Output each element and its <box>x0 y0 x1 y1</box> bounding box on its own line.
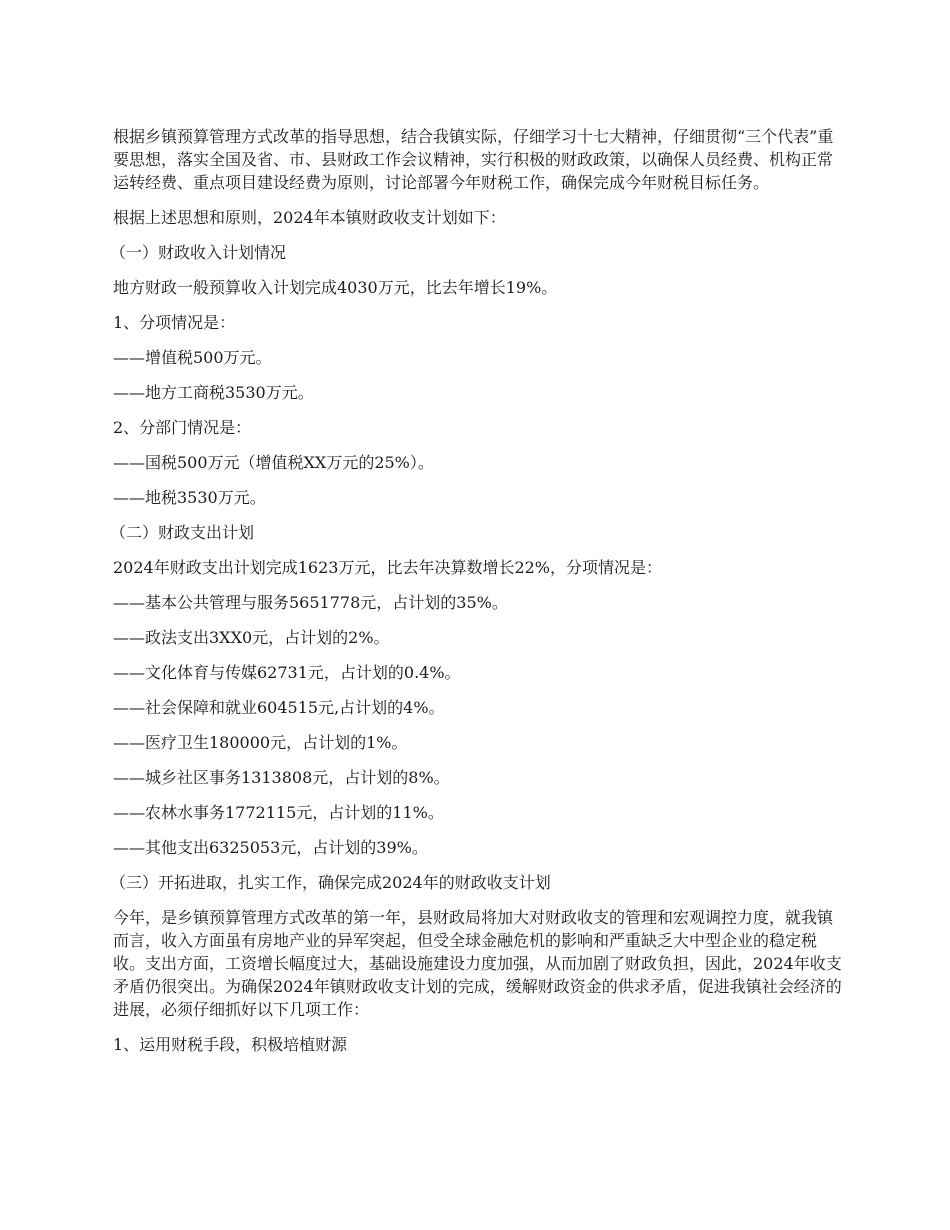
list-item: ——城乡社区事务1313808元，占计划的8%。 <box>113 768 450 787</box>
list-item: ——文化体育与传媒62731元，占计划的0.4%。 <box>113 663 461 682</box>
measure-item-heading: 1、运用财税手段，积极培植财源 <box>113 1035 348 1054</box>
measures-paragraph: 今年，是乡镇预算管理方式改革的第一年，县财政局将加大对财政收支的管理和宏观调控力度，就我镇而言，收入方面虽有房地产业的异军突起，但受全球金融危机的影响和严重缺乏大中型企业的稳定税收。支出方面，工资增长幅度过大，基础设施建设力度加强，从而加剧了财政负担，因此，2024年收支矛盾仍很突出。为确保2024年镇财政收支计划的完成，缓解财政资金的供求矛盾，促进我镇社会经济的进展，必须仔细抓好以下几项工作： <box>113 908 842 1019</box>
subitem-heading-by-department: 2、分部门情况是： <box>113 418 252 437</box>
list-item: ——政法支出3XX0元，占计划的2%。 <box>113 628 390 647</box>
document-body <box>110 125 843 1068</box>
list-item: ——医疗卫生180000元，占计划的1%。 <box>113 733 408 752</box>
list-item: ——地方工商税3530万元。 <box>113 383 314 402</box>
list-item: ——农林水事务1772115元，占计划的11%。 <box>113 803 444 822</box>
list-item: ——其他支出6325053元，占计划的39%。 <box>113 838 428 857</box>
plan-intro-paragraph: 根据上述思想和原则，2024年本镇财政收支计划如下： <box>113 208 506 227</box>
list-item: ——基本公共管理与服务5651778元，占计划的35%。 <box>113 593 508 612</box>
revenue-total-paragraph: 地方财政一般预算收入计划完成4030万元，比去年增长19%。 <box>113 278 558 297</box>
expenditure-total-paragraph: 2024年财政支出计划完成1623万元，比去年决算数增长22%，分项情况是： <box>113 558 663 577</box>
section-heading-expenditure: （二）财政支出计划 <box>110 523 255 542</box>
list-item: ——社会保障和就业604515元,占计划的4%。 <box>113 698 445 717</box>
list-item: ——国税500万元（增值税XX万元的25%）。 <box>113 453 434 472</box>
intro-paragraph: 根据乡镇预算管理方式改革的指导思想，结合我镇实际，仔细学习十七大精神，仔细贯彻“三个代表”重要思想，落实全国及省、市、县财政工作会议精神，实行积极的财政政策，以确保人员经费、机构正常运转经费、重点项目建设经费为原则，讨论部署今年财税工作，确保完成今年财税目标任务。 <box>113 127 834 192</box>
section-heading-measures: （三）开拓进取，扎实工作，确保完成2024年的财政收支计划 <box>110 873 551 892</box>
subitem-heading-by-item: 1、分项情况是： <box>113 313 236 332</box>
section-heading-revenue: （一）财政收入计划情况 <box>110 243 287 262</box>
list-item: ——增值税500万元。 <box>113 348 272 367</box>
list-item: ——地税3530万元。 <box>113 488 266 507</box>
